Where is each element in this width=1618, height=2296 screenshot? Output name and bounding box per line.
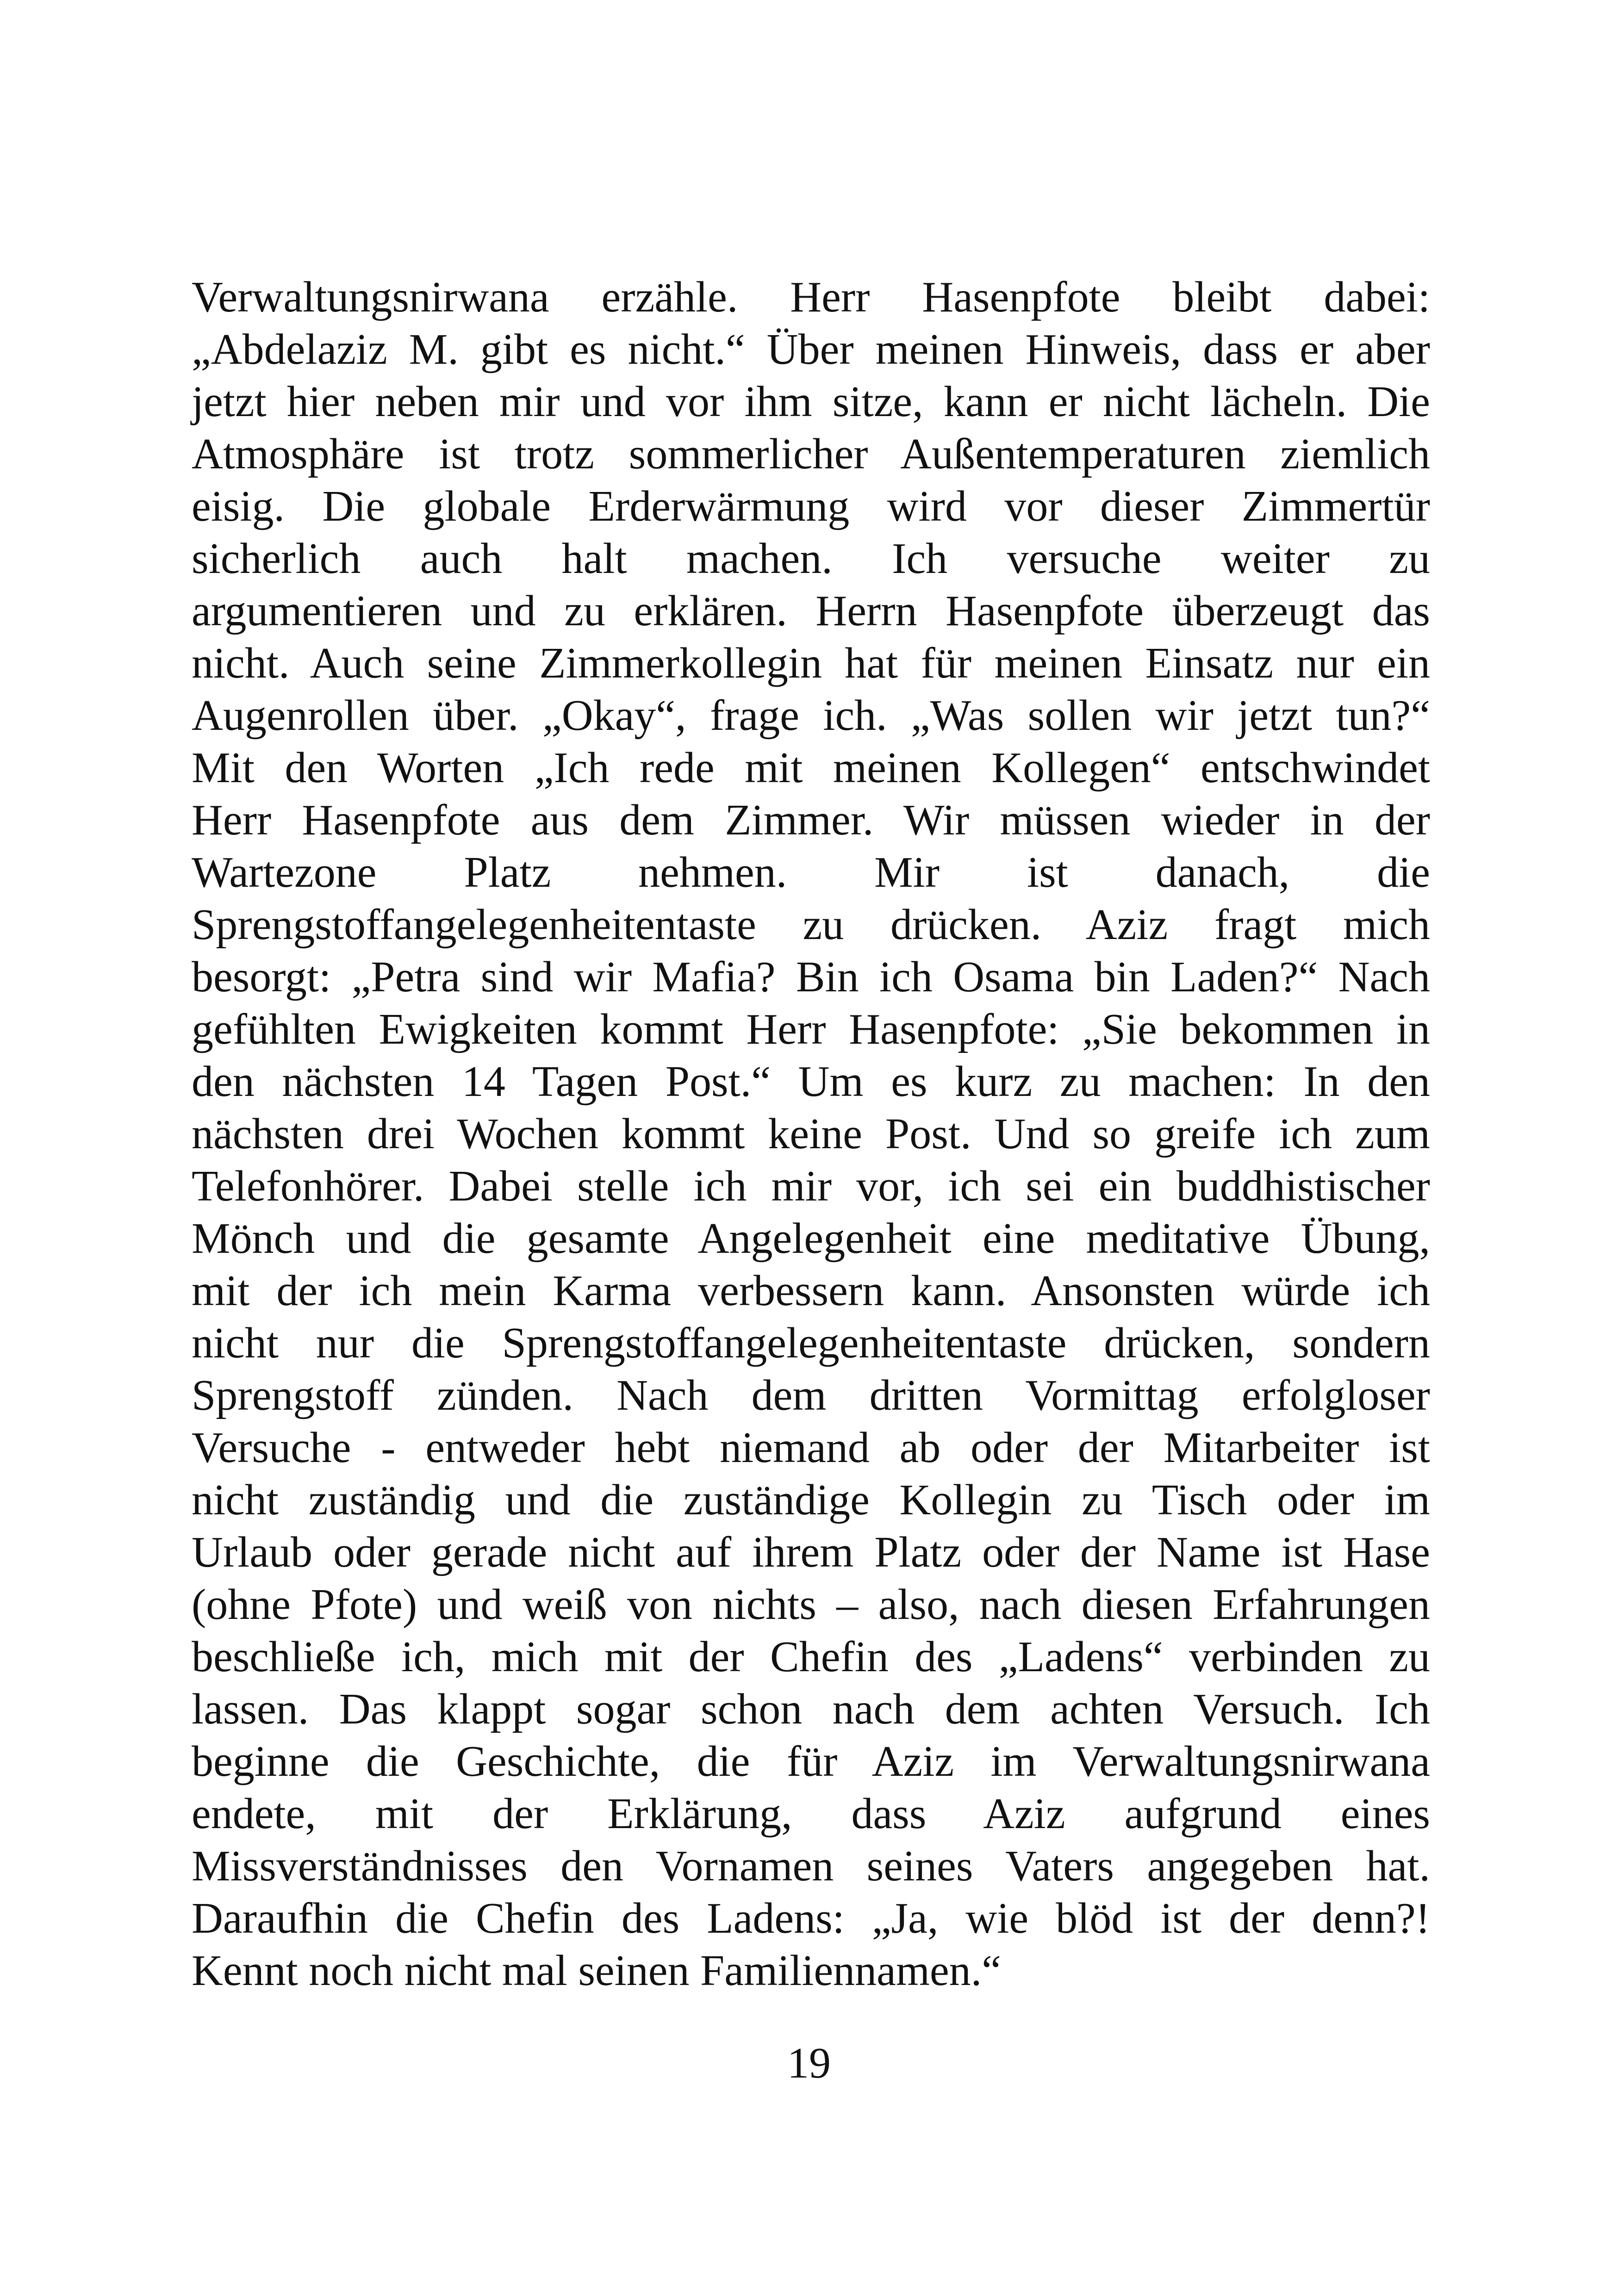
text-line: Urlaub oder gerade nicht auf ihrem Platz oder der Name ist Hase — [192, 1528, 1430, 1576]
text-line: nicht. Auch seine Zimmerkollegin hat für meinen Einsatz nur ein — [192, 639, 1430, 687]
body-text — [192, 271, 1430, 1997]
text-line: gefühlten Ewigkeiten kommt Herr Hasenpfote: „Sie bekommen in — [192, 1005, 1430, 1053]
text-line: nicht nur die Sprengstoffangelegenheitentaste drücken, sondern — [192, 1319, 1430, 1367]
text-line: Herr Hasenpfote aus dem Zimmer. Wir müssen wieder in der — [192, 796, 1430, 844]
text-line: nächsten drei Wochen kommt keine Post. Und so greife ich zum — [192, 1110, 1430, 1158]
text-line: Wartezone Platz nehmen. Mir ist danach, die — [192, 848, 1430, 896]
text-line: Telefonhörer. Dabei stelle ich mir vor, ich sei ein buddhistischer — [192, 1162, 1430, 1210]
text-line: beginne die Geschichte, die für Aziz im Verwaltungsnirwana — [192, 1737, 1430, 1786]
text-line: mit der ich mein Karma verbessern kann. Ansonsten würde ich — [192, 1267, 1430, 1315]
text-line: (ohne Pfote) und weiß von nichts – also, nach diesen Erfahrungen — [192, 1580, 1430, 1629]
text-line: beschließe ich, mich mit der Chefin des „Ladens“ verbinden zu — [192, 1633, 1430, 1681]
text-line: Sprengstoffangelegenheitentaste zu drücken. Aziz fragt mich — [192, 901, 1430, 949]
text-line: jetzt hier neben mir und vor ihm sitze, kann er nicht lächeln. Die — [192, 378, 1430, 426]
text-line: nicht zuständig und die zuständige Kollegin zu Tisch oder im — [192, 1476, 1430, 1524]
text-line: besorgt: „Petra sind wir Mafia? Bin ich Osama bin Laden?“ Nach — [192, 953, 1430, 1001]
text-line: Sprengstoff zünden. Nach dem dritten Vormittag erfolgloser — [192, 1371, 1430, 1419]
text-line: Augenrollen über. „Okay“, frage ich. „Was sollen wir jetzt tun?“ — [192, 691, 1430, 740]
text-line: Versuche - entweder hebt niemand ab oder der Mitarbeiter ist — [192, 1424, 1430, 1472]
text-line: Atmosphäre ist trotz sommerlicher Außentemperaturen ziemlich — [192, 430, 1430, 478]
text-line: Mit den Worten „Ich rede mit meinen Kollegen“ entschwindet — [192, 744, 1430, 792]
text-line: Daraufhin die Chefin des Ladens: „Ja, wie blöd ist der denn?! — [192, 1894, 1430, 1942]
text-line: eisig. Die globale Erderwärmung wird vor dieser Zimmertür — [192, 482, 1430, 530]
text-line-last: Kennt noch nicht mal seinen Familiennamen.“ — [192, 1947, 1001, 1995]
text-line: „Abdelaziz M. gibt es nicht.“ Über meinen Hinweis, dass er aber — [192, 325, 1430, 373]
text-line: Missverständnisses den Vornamen seines Vaters angegeben hat. — [192, 1842, 1430, 1890]
text-line: endete, mit der Erklärung, dass Aziz aufgrund eines — [192, 1790, 1430, 1838]
text-line: lassen. Das klappt sogar schon nach dem achten Versuch. Ich — [192, 1685, 1430, 1733]
text-line: den nächsten 14 Tagen Post.“ Um es kurz zu machen: In den — [192, 1058, 1430, 1106]
text-line: Verwaltungsnirwana erzähle. Herr Hasenpfote bleibt dabei: — [192, 273, 1430, 321]
text-line: Mönch und die gesamte Angelegenheit eine meditative Übung, — [192, 1214, 1430, 1263]
page-number: 19 — [787, 2039, 831, 2087]
text-line: sicherlich auch halt machen. Ich versuche weiter zu — [192, 535, 1430, 583]
text-line: argumentieren und zu erklären. Herrn Hasenpfote überzeugt das — [192, 587, 1430, 635]
